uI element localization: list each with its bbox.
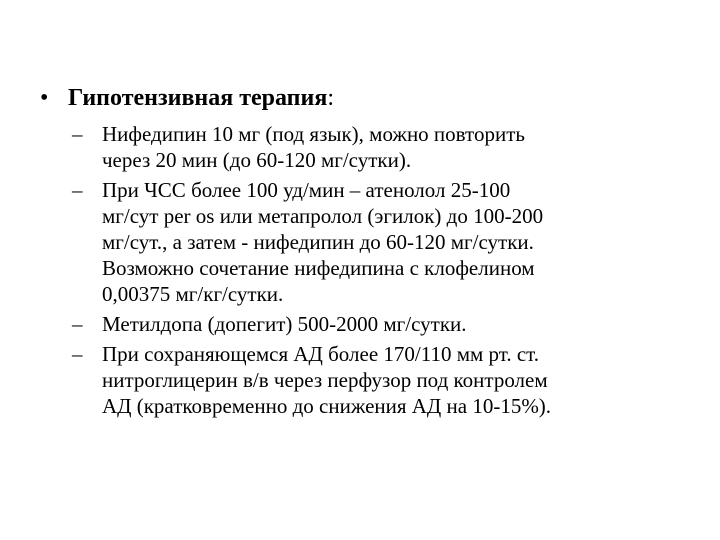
sub-bullet-list [72,121,692,423]
item-line: При сохраняющемся АД более 170/110 мм рт. ст. [102,342,540,366]
item-line: Нифедипин 10 мг (под язык), можно повторить [102,122,525,146]
dash-icon: – [72,178,83,202]
dash-icon: – [72,342,83,366]
list-item [72,121,692,173]
dash-icon: – [72,122,83,146]
item-line: АД (кратковременно до снижения АД на 10-15%). [102,394,552,418]
item-line: мг/сут., а затем - нифедипин до 60-120 мг/сутки. [102,230,534,254]
main-bullet [40,82,334,114]
heading-colon: : [327,85,334,111]
item-line: Метилдопа (допегит) 500-2000 мг/сутки. [102,312,467,336]
list-item [72,177,692,307]
list-item [72,311,692,337]
dash-icon: – [72,312,83,336]
item-line: мг/сут per os или метапролол (эгилок) до 100-200 [102,204,544,228]
item-line: нитроглицерин в/в через перфузор под контролем [102,368,548,392]
item-line: 0,00375 мг/кг/сутки. [102,282,284,306]
slide-heading: Гипотензивная терапия [68,85,328,111]
list-item [72,341,692,419]
item-line: Возможно сочетание нифедипина с клофелином [102,256,535,280]
item-line: через 20 мин (до 60-120 мг/сутки). [102,148,412,172]
bullet-icon: • [40,85,49,111]
item-line: При ЧСС более 100 уд/мин – атенолол 25-100 [102,178,511,202]
